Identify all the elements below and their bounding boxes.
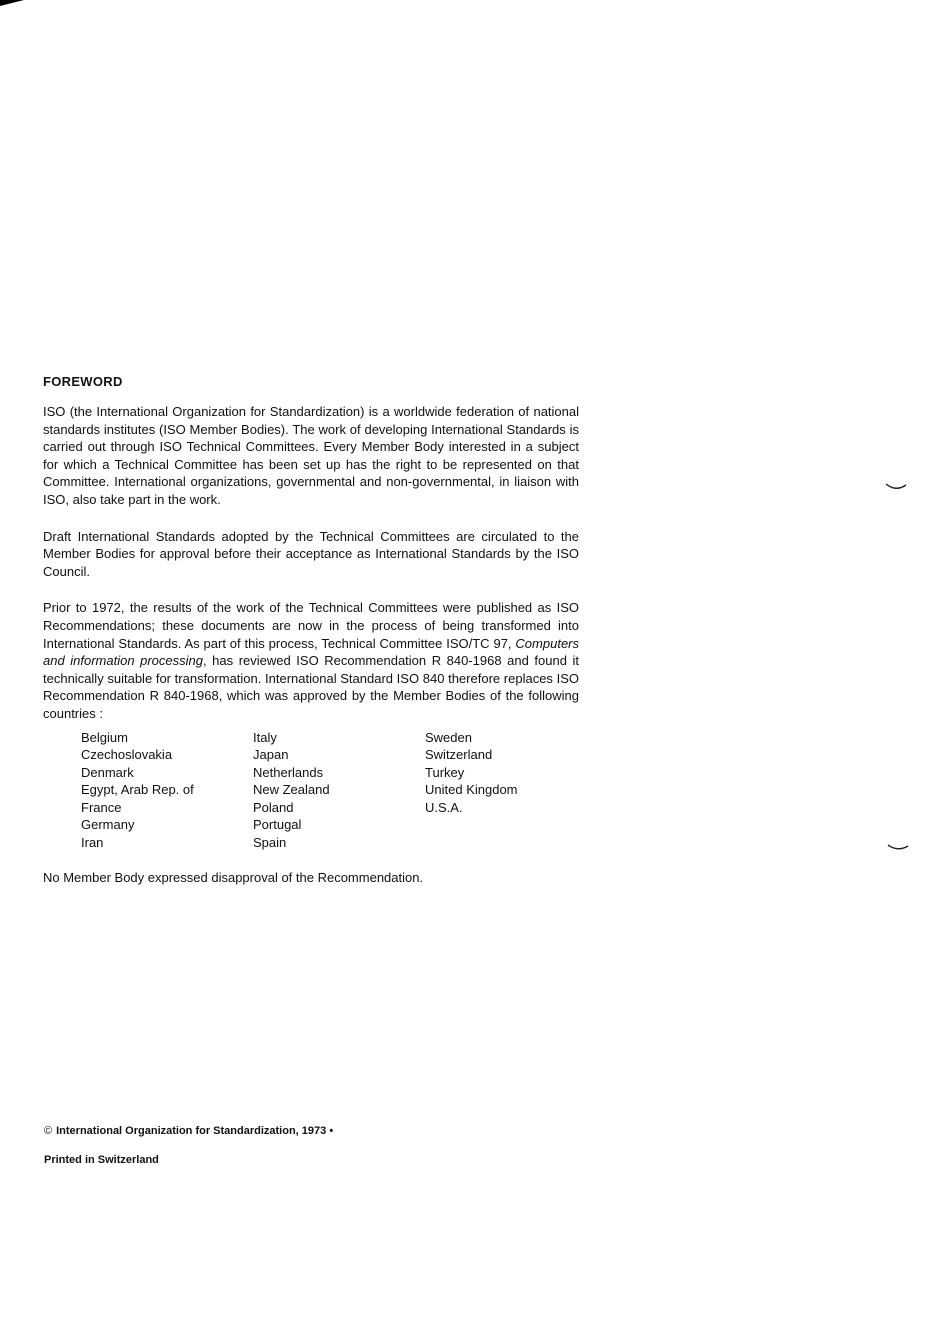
country-item: Iran bbox=[81, 835, 104, 851]
country-item: Germany bbox=[81, 817, 135, 833]
country-item: Turkey bbox=[425, 764, 465, 780]
committee-title: Computers and information processing bbox=[43, 635, 579, 669]
margin-binding-mark bbox=[884, 480, 908, 492]
paragraph-draft-standards: Draft International Standards adopted by the Technical Committees are circulated to the Member Bodies for approval before their acceptance as International Standards by the ISO Council. bbox=[43, 528, 579, 579]
foreword-heading: FOREWORD bbox=[43, 374, 123, 389]
country-column-1 bbox=[81, 729, 253, 852]
closing-statement: No Member Body expressed disapproval of the Recommendation. bbox=[43, 869, 424, 885]
country-column-3 bbox=[425, 729, 597, 852]
country-item: Belgium bbox=[81, 729, 128, 745]
country-item: Poland bbox=[253, 799, 294, 815]
copyright-line bbox=[44, 1125, 333, 1137]
country-list bbox=[81, 729, 579, 852]
country-item: Japan bbox=[253, 747, 289, 763]
country-column-2 bbox=[253, 729, 425, 852]
paragraph-iso-intro: ISO (the International Organization for Standardization) is a worldwide federation of national standards institutes (ISO Member Bodies). The work of developing International Standards is carried out through ISO Technical Committees. Every Member Body interested in a subject for which a Technical Committee has been set up has the right to be represented on that Committee. International organizations, governmental and non-governmental, in liaison with ISO, also take part in the work. bbox=[43, 404, 579, 507]
country-item: Portugal bbox=[253, 817, 302, 833]
country-item: Italy bbox=[253, 729, 277, 745]
country-item: U.S.A. bbox=[425, 799, 463, 815]
foreword-section bbox=[43, 374, 579, 886]
country-item: Sweden bbox=[425, 729, 472, 745]
country-item: Czechoslovakia bbox=[81, 747, 173, 763]
paragraph-transformation-part2: , has reviewed ISO Recommendation R 840-1968 and found it technically suitable for transformation. International Standard ISO 840 therefore replaces ISO Recommendation R 840-1968, which was approved by the Member Bodies of the following countries : bbox=[43, 653, 579, 721]
country-item: New Zealand bbox=[253, 782, 330, 798]
country-item: United Kingdom bbox=[425, 782, 518, 798]
country-item: Switzerland bbox=[425, 747, 493, 763]
country-item: France bbox=[81, 799, 122, 815]
margin-binding-mark bbox=[886, 841, 910, 853]
country-item: Netherlands bbox=[253, 764, 324, 780]
paragraph-transformation bbox=[43, 599, 579, 722]
printed-in-line: Printed in Switzerland bbox=[44, 1154, 159, 1166]
copyright-symbol: © bbox=[44, 1125, 53, 1137]
country-item: Egypt, Arab Rep. of bbox=[81, 782, 194, 798]
country-item: Spain bbox=[253, 835, 287, 851]
paragraph-transformation-part1: Prior to 1972, the results of the work of the Technical Committees were published as ISO Recommendations; these documents are now in the process of being transformed into International Standards. As part of this process, Technical Committee ISO/TC 97, bbox=[43, 600, 579, 651]
copyright-text: International Organization for Standardization, 1973 • bbox=[56, 1125, 334, 1137]
scan-corner-mark bbox=[0, 0, 24, 6]
country-item: Denmark bbox=[81, 764, 134, 780]
